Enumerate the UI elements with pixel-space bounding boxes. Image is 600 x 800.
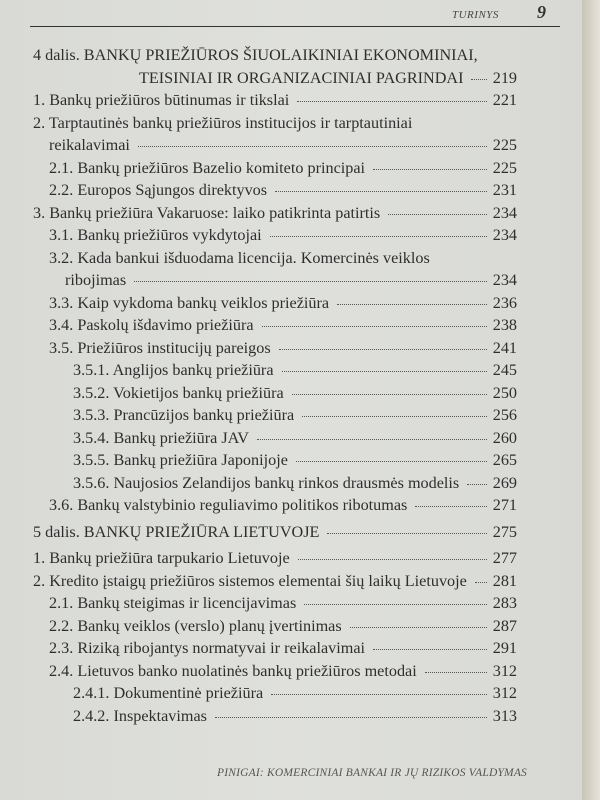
toc-entry-title: 3.3. Kaip vykdoma bankų veiklos priežiūra [49,293,330,312]
toc-entry-title: 3.4. Paskolų išdavimo priežiūra [49,316,254,334]
dot-leader [373,169,487,170]
toc-page-number: 291 [492,639,517,657]
toc-entry-title: 3.5.6. Naujosios Zelandijos bankų rinkos drausmės modelis [73,473,460,492]
toc-page-number: 260 [492,428,517,447]
dot-leader [388,214,487,215]
dot-leader [471,79,486,80]
dot-leader [279,349,487,350]
toc-entry-title: 3.5.2. Vokietijos bankų priežiūra [73,383,284,402]
toc-page-number: 271 [492,496,517,514]
toc-entry-title: 1. Bankų priežiūra tarpukario Lietuvoje [33,549,290,567]
dot-leader [350,627,487,628]
dot-leader [373,649,487,650]
toc-page-number: 234 [492,203,517,222]
toc-entry [33,494,517,517]
toc-page-number: 256 [492,406,517,424]
toc-page-number: 219 [492,68,517,87]
toc-page-number: 221 [492,91,517,109]
toc-entry [33,202,517,225]
toc-page-number: 265 [492,451,517,469]
toc-page-number: 287 [492,616,517,635]
toc-page-number: 231 [492,181,517,199]
toc-page-number: 269 [492,473,517,492]
toc-entry [33,314,517,337]
toc-entry-title: 5 dalis. BANKŲ PRIEŽIŪRA LIETUVOJE [33,522,320,541]
toc-entry-title: 3.2. Kada bankui išduodama licencija. Komercinės veiklos [49,248,430,267]
dot-leader [298,559,487,560]
toc-page-number: 245 [492,361,517,379]
toc-entry-title: 3.1. Bankų priežiūros vykdytojai [49,226,262,244]
dot-leader [296,461,487,462]
toc-entry [33,449,517,472]
toc-page-number: 277 [492,549,517,567]
toc-entry [33,427,517,450]
toc-page-number: 312 [492,661,517,680]
dot-leader [337,304,487,305]
dot-leader [257,439,487,440]
toc-page-number: 225 [492,136,517,154]
toc-entry-title: 3.5.3. Prancūzijos bankų priežiūra [73,406,295,424]
toc-entry [33,89,517,112]
toc-page-number: 234 [492,271,517,289]
toc-entry-title: 3.6. Bankų valstybinio reguliavimo politikos ribotumas [49,496,408,514]
toc-entry [33,547,517,570]
toc-entry [33,382,517,405]
toc-entry-title: 3.5.1. Anglijos bankų priežiūra [73,361,274,379]
toc-entry [33,660,517,683]
toc-entry [33,247,517,292]
toc-entry [33,179,517,202]
dot-leader [467,484,487,485]
toc-entry-title: 2. Kredito įstaigų priežiūros sistemos elementai šių laikų Lietuvoje [33,571,467,590]
toc-page-number: 281 [492,571,517,590]
toc-page-number: 225 [492,158,517,177]
toc-entry [33,705,517,728]
toc-page-number: 236 [492,293,517,312]
dot-leader [415,506,486,507]
toc-entry [33,521,517,544]
running-footer: PINIGAI: KOMERCINIAI BANKAI IR JŲ RIZIKOS VALDYMAS [217,767,528,779]
toc-page-number: 250 [492,383,517,402]
toc-entry [33,472,517,495]
toc-page-number: 283 [492,594,517,612]
toc-entry [33,112,517,157]
toc-entry [33,404,517,427]
toc-entry-title: 4 dalis. BANKŲ PRIEŽIŪROS ŠIUOLAIKINIAI EKONOMINIAI, [33,46,478,64]
toc-page-number: 275 [492,522,517,541]
toc-entry-title: 3.5.4. Bankų priežiūra JAV [73,428,249,447]
toc-entry-title: 2.4.1. Dokumentinė priežiūra [73,684,264,702]
dot-leader [215,717,487,718]
dot-leader [271,694,487,695]
toc-entry [33,224,517,247]
toc-page-number: 312 [492,684,517,702]
toc-entry [33,359,517,382]
toc-entry-title: 2.2. Europos Sąjungos direktyvos [49,181,268,199]
dot-leader [475,582,487,583]
toc-entry-title: 2.1. Bankų priežiūros Bazelio komiteto principai [49,158,366,177]
toc-entry [33,615,517,638]
page-number: 9 [537,2,546,22]
dot-leader [262,326,487,327]
dot-leader [270,236,487,237]
toc-entry-title: 2.3. Riziką ribojantys normatyvai ir reikalavimai [49,639,366,657]
toc-entry-title: 1. Bankų priežiūros būtinumas ir tikslai [33,91,290,109]
toc-entry [33,157,517,180]
toc-entry-title: 3.5. Priežiūros institucijų pareigos [49,338,271,357]
toc-page-number: 238 [492,316,517,334]
toc-entry [33,44,517,89]
dot-leader [138,146,487,147]
toc-entry [33,592,517,615]
toc-entry [33,570,517,593]
toc-entry-title: 2.1. Bankų steigimas ir licencijavimas [49,594,297,612]
toc-entry-title: 2.4. Lietuvos banko nuolatinės bankų priežiūros metodai [49,661,417,680]
dot-leader [292,394,487,395]
running-header-title: TURINYS [452,9,499,21]
header-rule [30,26,560,27]
toc-entry-title: reikalavimai [49,136,130,154]
toc-entry-title: 2. Tarptautinės bankų priežiūros institucijos ir tarptautiniai [33,113,413,132]
toc-entry [33,337,517,360]
dot-leader [302,416,487,417]
dot-leader [275,191,487,192]
toc-entry [33,292,517,315]
toc-entry [33,637,517,660]
table-of-contents [33,40,517,727]
dot-leader [327,533,486,534]
dot-leader [134,281,487,282]
toc-entry-title: TEISINIAI IR ORGANIZACINIAI PAGRINDAI [139,68,464,87]
toc-entry-title: ribojimas [65,271,127,289]
dot-leader [304,604,486,605]
dot-leader [282,371,487,372]
toc-entry-title: 2.4.2. Inspektavimas [73,706,207,725]
page-edge [582,0,600,800]
toc-entry-title: 3.5.5. Bankų priežiūra Japonijoje [73,451,288,469]
toc-page-number: 234 [492,226,517,244]
toc-page-number: 241 [492,338,517,357]
toc-entry [33,682,517,705]
toc-page-number: 313 [492,706,517,725]
dot-leader [297,101,486,102]
toc-entry-title: 2.2. Bankų veiklos (verslo) planų įvertinimas [49,616,342,635]
toc-entry-title: 3. Bankų priežiūra Vakaruose: laiko patikrinta patirtis [33,203,381,222]
dot-leader [425,672,487,673]
